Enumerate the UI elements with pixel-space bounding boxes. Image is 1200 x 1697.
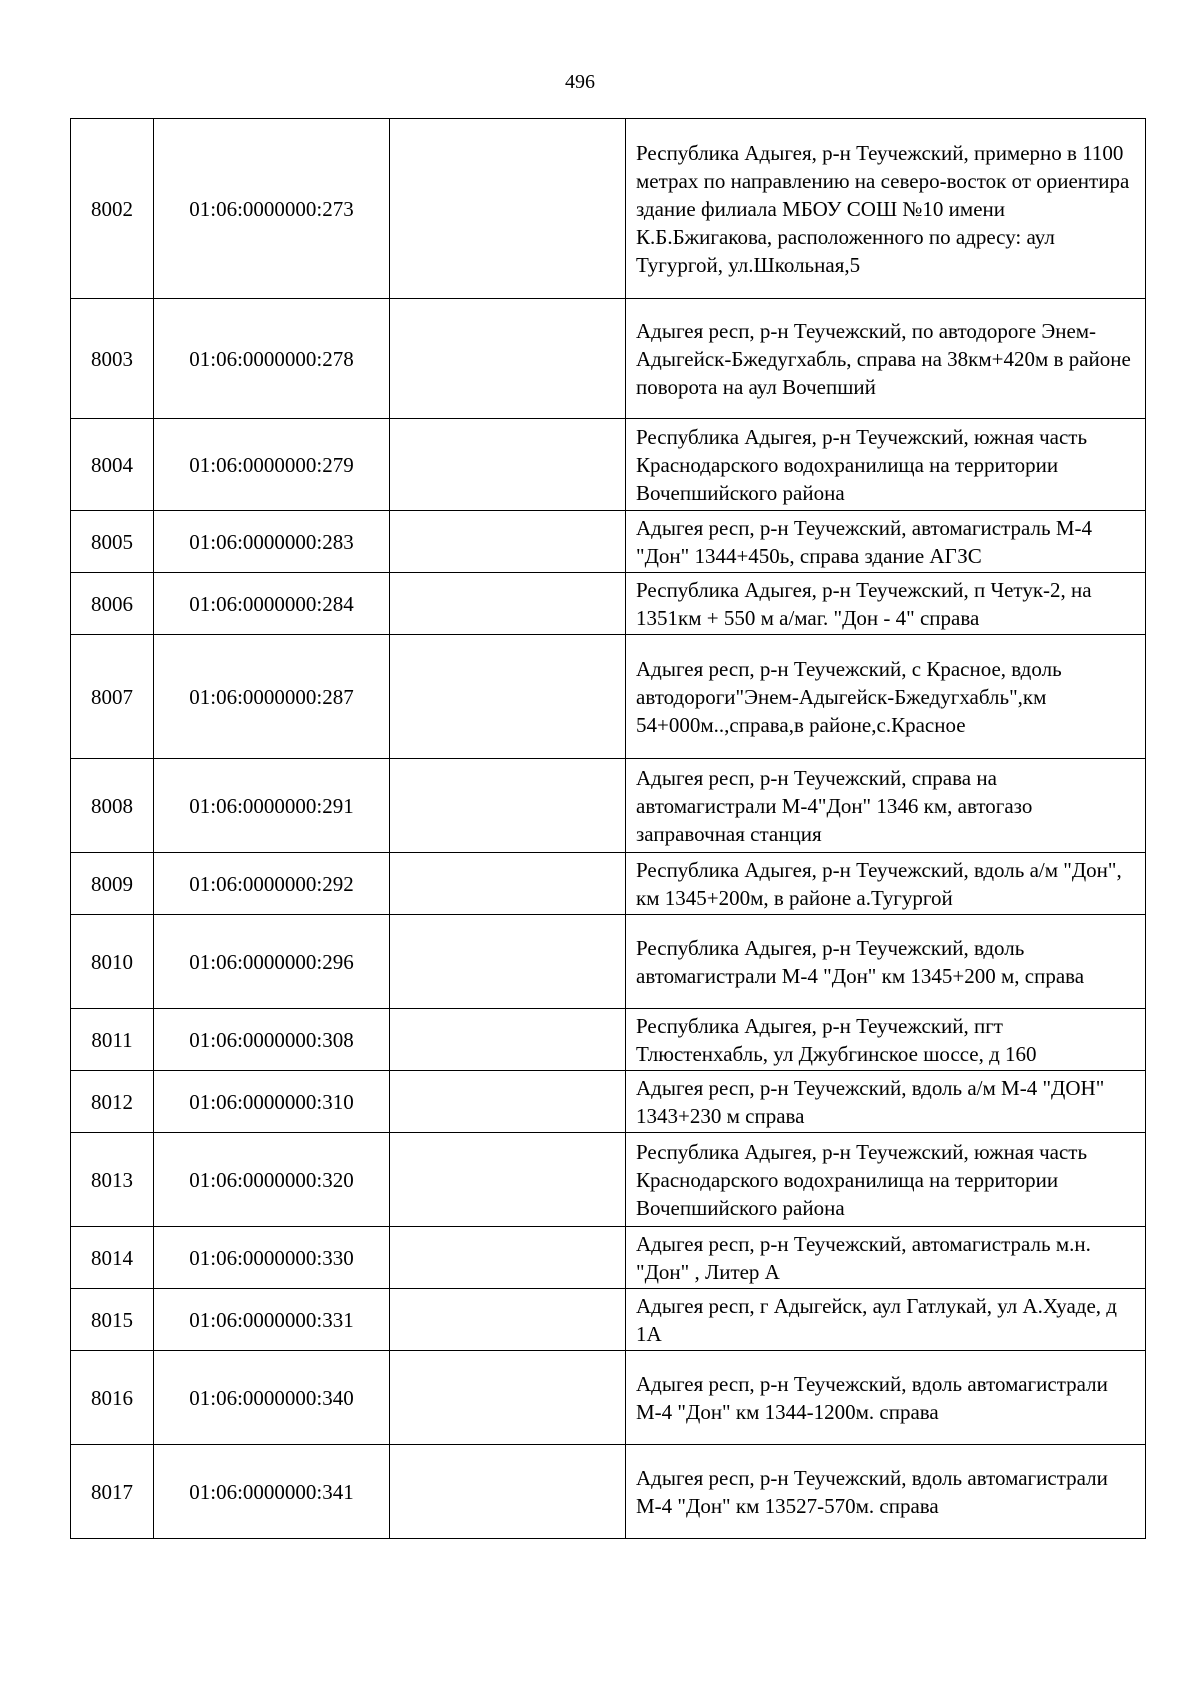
table-row <box>71 1009 1146 1071</box>
table-row <box>71 1351 1146 1445</box>
cadastral-number: 01:06:0000000:340 <box>154 1351 390 1445</box>
cadastral-number: 01:06:0000000:273 <box>154 119 390 299</box>
address-cell: Адыгея респ, р-н Теучежский, по автодороге Энем-Адыгейск-Бжедугхабль, справа на 38км+420м в районе поворота на аул Вочепший <box>626 299 1146 419</box>
address-cell: Республика Адыгея, р-н Теучежский, п Четук-2, на 1351км + 550 м а/маг. "Дон - 4" справа <box>626 573 1146 635</box>
empty-cell <box>390 119 626 299</box>
address-cell: Республика Адыгея, р-н Теучежский, южная часть Краснодарского водохранилища на территории Вочепшийского района <box>626 419 1146 511</box>
cadastral-number: 01:06:0000000:341 <box>154 1445 390 1539</box>
row-number: 8013 <box>71 1133 154 1227</box>
table-row <box>71 573 1146 635</box>
address-cell: Адыгея респ, р-н Теучежский, справа на автомагистрали М-4"Дон" 1346 км, автогазо заправочная станция <box>626 759 1146 853</box>
row-number: 8014 <box>71 1227 154 1289</box>
row-number: 8009 <box>71 853 154 915</box>
address-cell: Республика Адыгея, р-н Теучежский, вдоль автомагистрали М-4 "Дон" км 1345+200 м, справа <box>626 915 1146 1009</box>
cadastral-number: 01:06:0000000:284 <box>154 573 390 635</box>
cadastral-number: 01:06:0000000:291 <box>154 759 390 853</box>
address-cell: Республика Адыгея, р-н Теучежский, южная часть Краснодарского водохранилища на территории Вочепшийского района <box>626 1133 1146 1227</box>
empty-cell <box>390 635 626 759</box>
table-row <box>71 1133 1146 1227</box>
row-number: 8017 <box>71 1445 154 1539</box>
empty-cell <box>390 1289 626 1351</box>
row-number: 8011 <box>71 1009 154 1071</box>
page-number: 496 <box>565 71 595 93</box>
table-row <box>71 915 1146 1009</box>
row-number: 8008 <box>71 759 154 853</box>
empty-cell <box>390 511 626 573</box>
empty-cell <box>390 1445 626 1539</box>
cadastral-number: 01:06:0000000:331 <box>154 1289 390 1351</box>
address-cell: Адыгея респ, г Адыгейск, аул Гатлукай, ул А.Хуаде, д 1А <box>626 1289 1146 1351</box>
row-number: 8003 <box>71 299 154 419</box>
row-number: 8015 <box>71 1289 154 1351</box>
address-cell: Адыгея респ, р-н Теучежский, с Красное, вдоль автодороги"Энем-Адыгейск-Бжедугхабль",км 54+000м..,справа,в районе,с.Красное <box>626 635 1146 759</box>
row-number: 8007 <box>71 635 154 759</box>
table-row <box>71 759 1146 853</box>
row-number: 8002 <box>71 119 154 299</box>
table-row <box>71 419 1146 511</box>
cadastral-number: 01:06:0000000:320 <box>154 1133 390 1227</box>
address-cell: Республика Адыгея, р-н Теучежский, примерно в 1100 метрах по направлению на северо-восток от ориентира здание филиала МБОУ СОШ №10 имени К.Б.Бжигакова, расположенного по адресу: аул Тугургой, ул.Школьная,5 <box>626 119 1146 299</box>
cadastral-number: 01:06:0000000:330 <box>154 1227 390 1289</box>
table-row <box>71 853 1146 915</box>
empty-cell <box>390 573 626 635</box>
table-row <box>71 1071 1146 1133</box>
address-cell: Адыгея респ, р-н Теучежский, вдоль автомагистрали М-4 "Дон" км 13527-570м. справа <box>626 1445 1146 1539</box>
cadastral-number: 01:06:0000000:310 <box>154 1071 390 1133</box>
table-row <box>71 1227 1146 1289</box>
empty-cell <box>390 1133 626 1227</box>
empty-cell <box>390 853 626 915</box>
row-number: 8006 <box>71 573 154 635</box>
table-row <box>71 119 1146 299</box>
address-cell: Адыгея респ, р-н Теучежский, автомагистраль м.н. "Дон" , Литер А <box>626 1227 1146 1289</box>
empty-cell <box>390 299 626 419</box>
row-number: 8010 <box>71 915 154 1009</box>
row-number: 8016 <box>71 1351 154 1445</box>
table-row <box>71 299 1146 419</box>
address-cell: Адыгея респ, р-н Теучежский, автомагистраль М-4 "Дон" 1344+450ь, справа здание АГЗС <box>626 511 1146 573</box>
address-cell: Адыгея респ, р-н Теучежский, вдоль а/м М-4 "ДОН" 1343+230 м справа <box>626 1071 1146 1133</box>
cadastral-number: 01:06:0000000:283 <box>154 511 390 573</box>
cadastral-number: 01:06:0000000:292 <box>154 853 390 915</box>
address-cell: Адыгея респ, р-н Теучежский, вдоль автомагистрали М-4 "Дон" км 1344-1200м. справа <box>626 1351 1146 1445</box>
empty-cell <box>390 419 626 511</box>
row-number: 8004 <box>71 419 154 511</box>
cadastral-registry-table <box>70 118 1146 1539</box>
table-row <box>71 1289 1146 1351</box>
address-cell: Республика Адыгея, р-н Теучежский, пгт Тлюстенхабль, ул Джубгинское шоссе, д 160 <box>626 1009 1146 1071</box>
cadastral-number: 01:06:0000000:278 <box>154 299 390 419</box>
table-row <box>71 635 1146 759</box>
empty-cell <box>390 759 626 853</box>
empty-cell <box>390 1009 626 1071</box>
row-number: 8012 <box>71 1071 154 1133</box>
table-row <box>71 1445 1146 1539</box>
address-cell: Республика Адыгея, р-н Теучежский, вдоль а/м "Дон", км 1345+200м, в районе а.Тугургой <box>626 853 1146 915</box>
empty-cell <box>390 1227 626 1289</box>
cadastral-number: 01:06:0000000:308 <box>154 1009 390 1071</box>
table-row <box>71 511 1146 573</box>
cadastral-number: 01:06:0000000:279 <box>154 419 390 511</box>
cadastral-number: 01:06:0000000:287 <box>154 635 390 759</box>
row-number: 8005 <box>71 511 154 573</box>
empty-cell <box>390 1071 626 1133</box>
empty-cell <box>390 915 626 1009</box>
empty-cell <box>390 1351 626 1445</box>
cadastral-number: 01:06:0000000:296 <box>154 915 390 1009</box>
